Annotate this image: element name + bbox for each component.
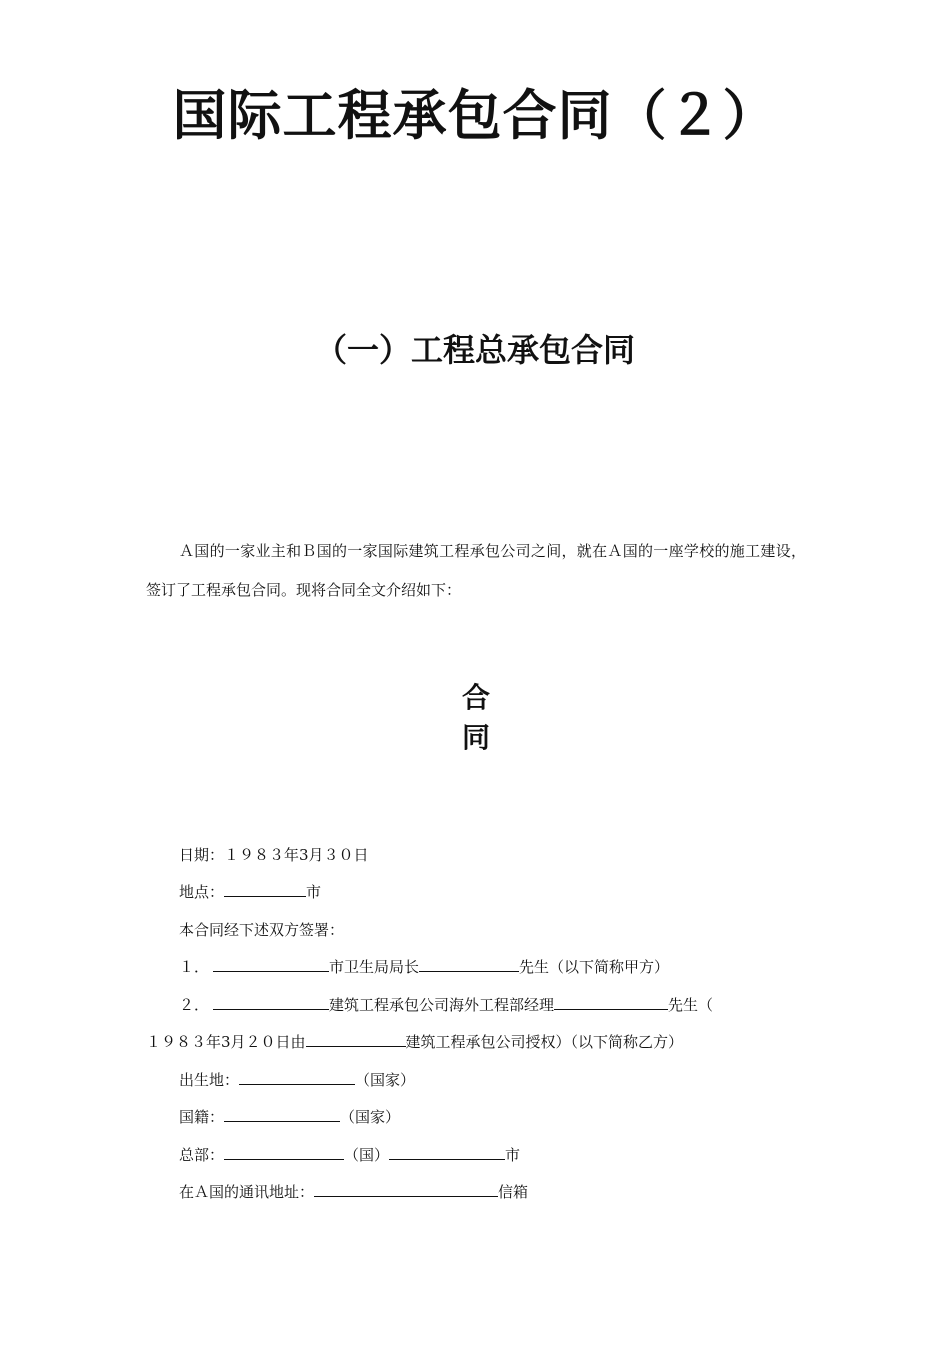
party2-blank-3 bbox=[306, 1030, 406, 1047]
headquarters-mid: （国） bbox=[344, 1146, 390, 1164]
party1-prefix: １． bbox=[179, 958, 210, 976]
place-label: 地点： bbox=[179, 883, 225, 901]
place-blank bbox=[224, 880, 306, 897]
birthplace-suffix: （国家） bbox=[355, 1071, 416, 1089]
party2-line bbox=[179, 993, 713, 1017]
party2-date: １９８３年3月２０日由 bbox=[146, 1033, 306, 1051]
address-suffix: 信箱 bbox=[498, 1183, 529, 1201]
party2-line-2 bbox=[146, 1030, 683, 1054]
party1-line bbox=[179, 955, 669, 979]
nationality-suffix: （国家） bbox=[340, 1108, 401, 1126]
party2-blank-2 bbox=[554, 993, 668, 1010]
birthplace-line bbox=[179, 1068, 415, 1092]
party2-blank-1 bbox=[213, 993, 329, 1010]
address-blank bbox=[314, 1180, 498, 1197]
headquarters-blank-1 bbox=[224, 1143, 344, 1160]
intro-paragraph: Ａ国的一家业主和Ｂ国的一家国际建筑工程承包公司之间，就在Ａ国的一座学校的施工建设，签订了工程承包合同。现将合同全文介绍如下： bbox=[146, 542, 806, 599]
headquarters-blank-2 bbox=[389, 1143, 505, 1160]
party2-prefix: ２． bbox=[179, 996, 210, 1014]
birthplace-blank bbox=[239, 1068, 355, 1085]
party2-suffix: 先生（ bbox=[668, 996, 714, 1014]
nationality-line bbox=[179, 1105, 400, 1129]
address-line bbox=[179, 1180, 528, 1204]
nationality-blank bbox=[224, 1105, 340, 1122]
main-title: 国际工程承包合同（２） bbox=[172, 84, 778, 147]
birthplace-label: 出生地： bbox=[179, 1071, 240, 1089]
contract-heading: 合同 bbox=[462, 681, 531, 754]
party1-suffix: 先生（以下简称甲方） bbox=[519, 958, 670, 976]
party2-mid: 建筑工程承包公司海外工程部经理 bbox=[329, 996, 555, 1014]
place-line bbox=[179, 880, 321, 904]
party1-blank-2 bbox=[419, 955, 519, 972]
party1-blank-1 bbox=[213, 955, 329, 972]
party2-end: 建筑工程承包公司授权）（以下简称乙方） bbox=[405, 1033, 684, 1051]
signing-intro: 本合同经下述双方签署： bbox=[179, 921, 345, 939]
headquarters-label: 总部： bbox=[179, 1146, 225, 1164]
headquarters-line bbox=[179, 1143, 520, 1167]
party1-mid: 市卫生局局长 bbox=[329, 958, 420, 976]
address-label: 在Ａ国的通讯地址： bbox=[179, 1183, 315, 1201]
nationality-label: 国籍： bbox=[179, 1108, 225, 1126]
date-line: 日期：１９８３年3月３０日 bbox=[179, 846, 369, 864]
place-suffix: 市 bbox=[306, 883, 322, 901]
section-title: （一）工程总承包合同 bbox=[314, 331, 635, 369]
headquarters-suffix: 市 bbox=[505, 1146, 521, 1164]
